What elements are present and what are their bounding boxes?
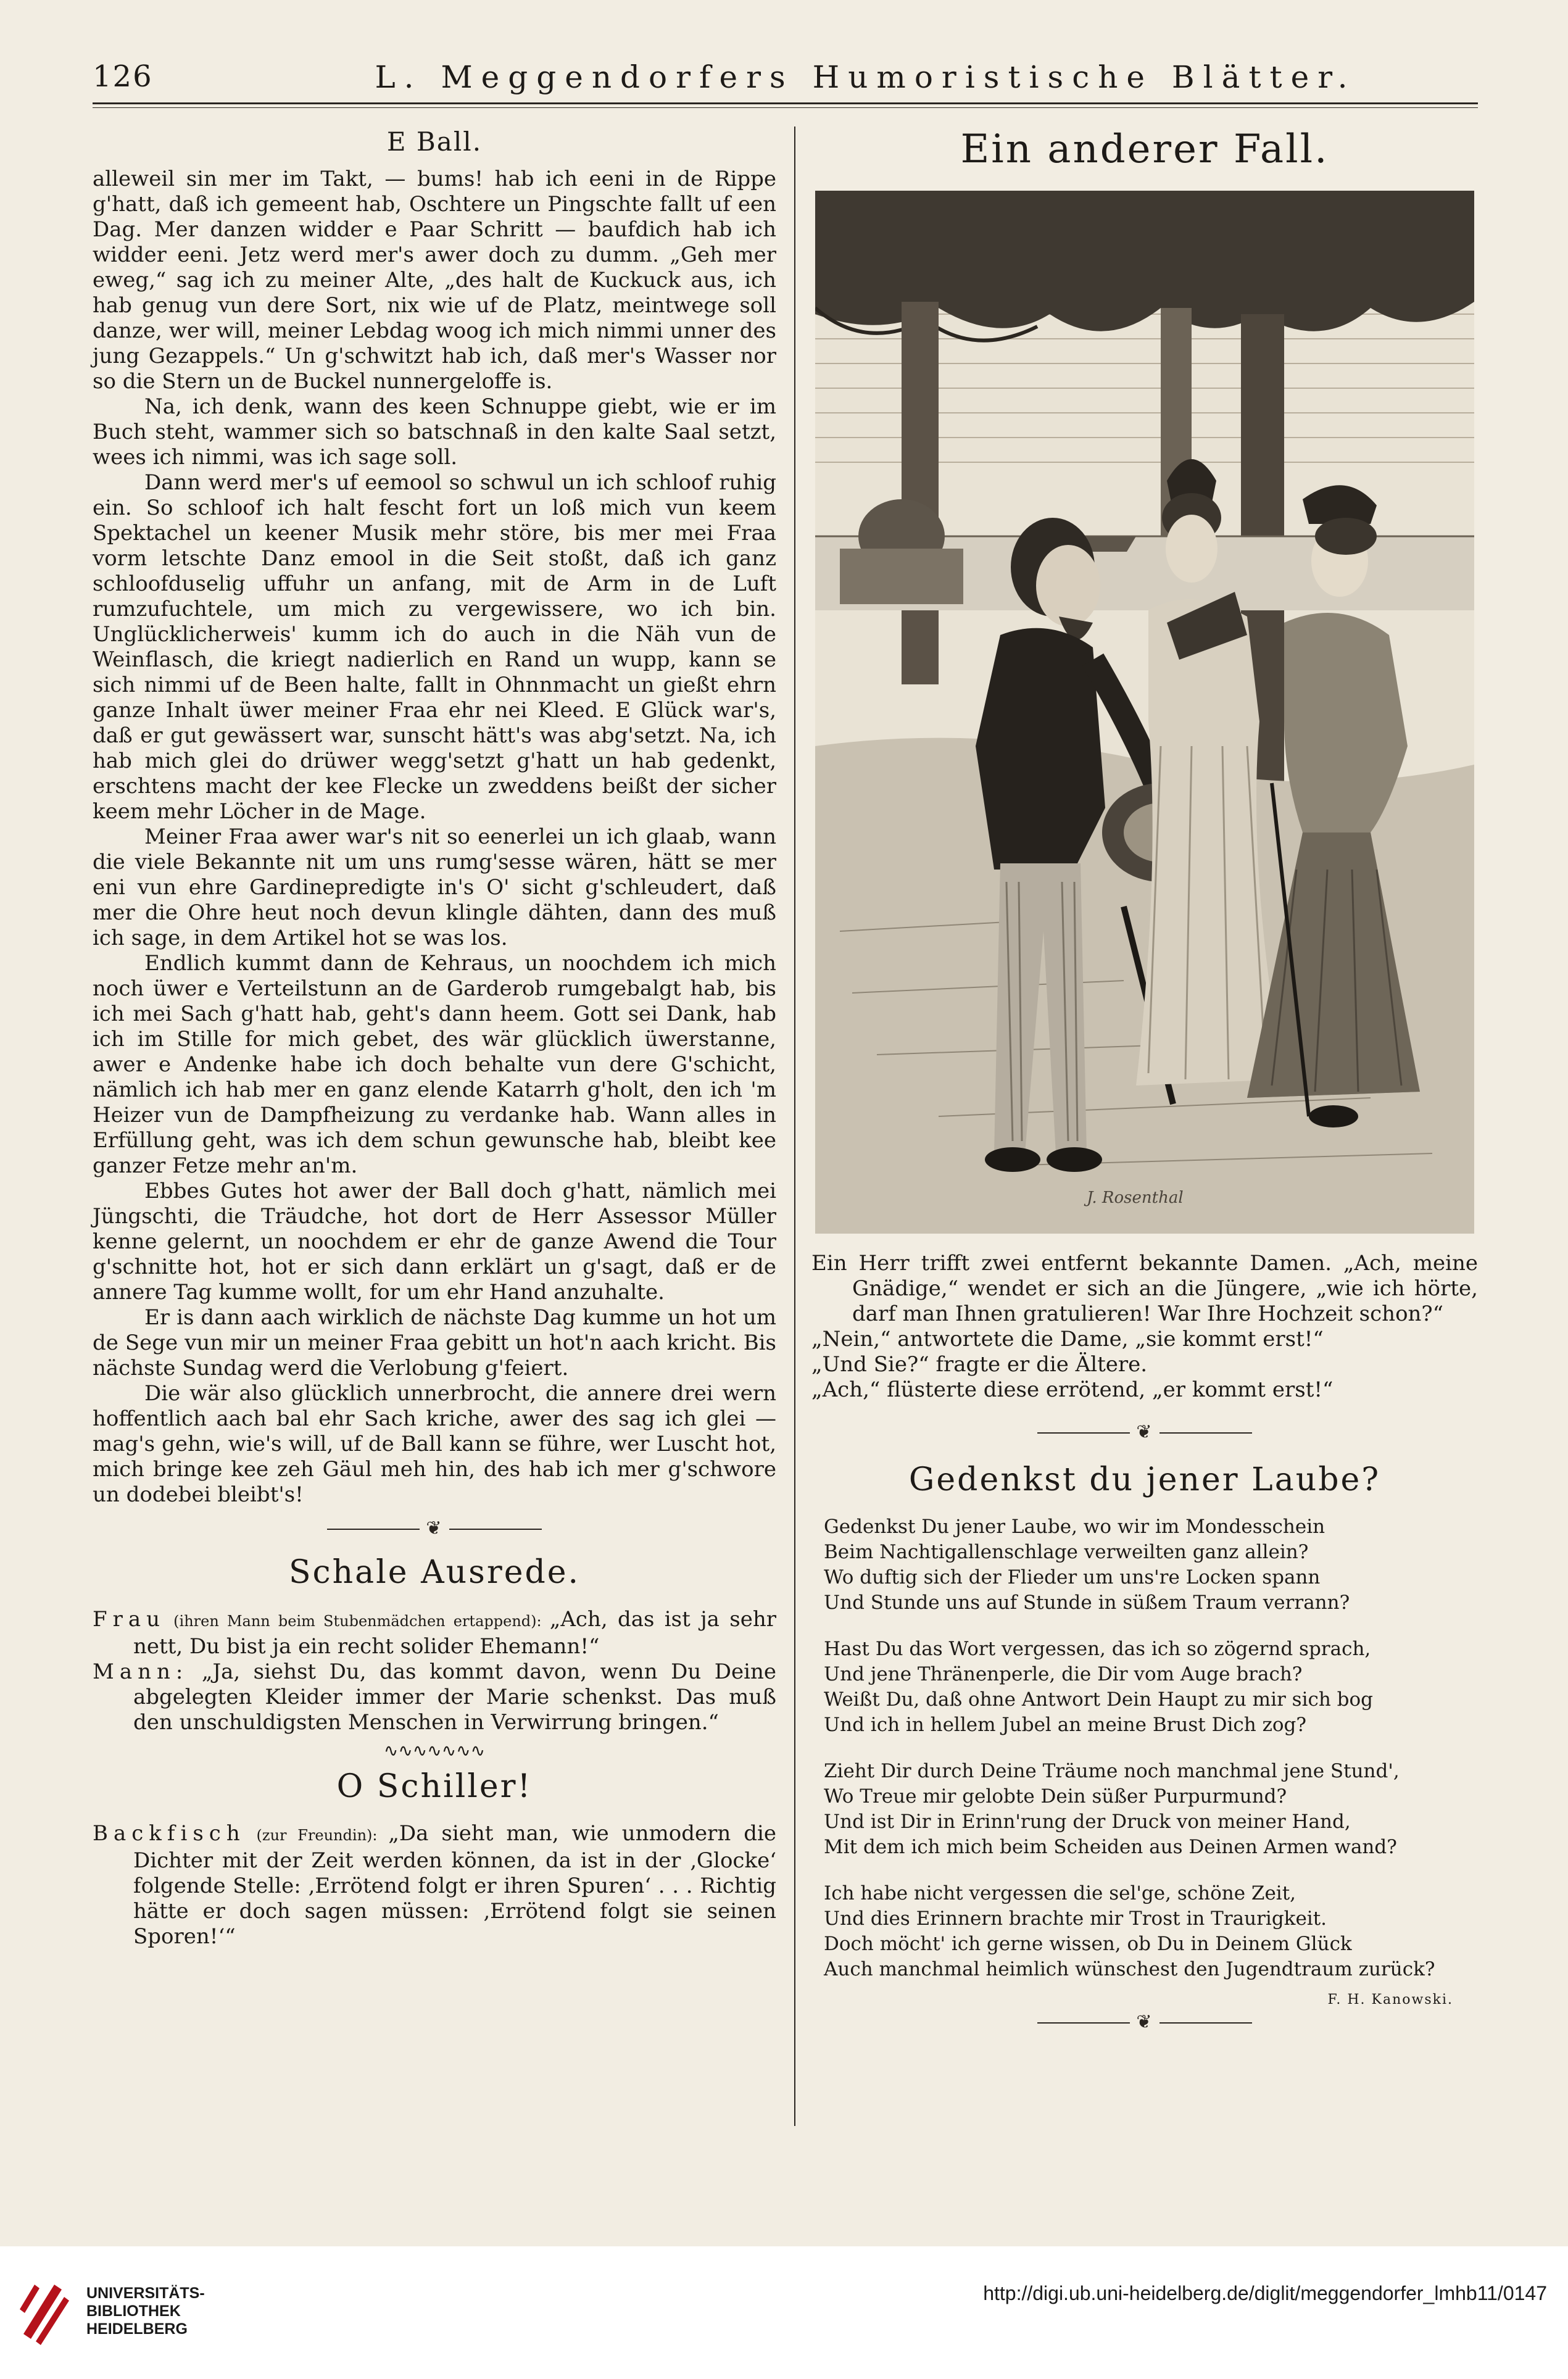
spoken-text: „Da sieht man, wie unmodern die Dichter mit der Zeit werden können, da ist in der ‚Glocke‘ folgende Stelle: ‚Errötend folgt er ihren Spuren‘ . . . Richtig hätte er doch sagen müssen: ‚Errötend folgt sie seinen Sporen!‘“ [133, 1821, 776, 1949]
poem-line: Hast Du das Wort vergessen, das ich so zögernd sprach, [824, 1638, 1371, 1660]
section-title-anderer-fall: Ein anderer Fall. [960, 127, 1329, 172]
running-title: L. Meggendorfers Humoristische Blätter. [375, 59, 1356, 95]
paragraph: alleweil sin mer im Takt, — bums! hab ich eeni in de Rippe g'hatt, daß ich gemeent hab, Oschtere un Pingschte fallt uf een Dag. Mer danzen widder e Paar Schritt — baufdich hab ich widder eeni. Jetz werd mer's awer doch zu dumm. „Geh mer eweg,“ sag ich zu meiner Alte, „des halt de Kuckuck aus, ich hab genug vun dere Sort, nix wie uf de Platz, meintwege soll danze, wer will, meiner Lebdag woog ich mich nimmi unner des jung Gezappels.“ Un g'schwitzt hab ich, daß mer's Wasser nor so die Stern un de Buckel nunnergeloffe is. [93, 167, 776, 394]
dialogue-line [93, 1821, 776, 1949]
poem-line: Wo duftig sich der Flieder um uns're Locken spann [824, 1566, 1321, 1588]
university-logo-icon[interactable] [17, 2272, 70, 2346]
paragraph: Na, ich denk, wann des keen Schnuppe giebt, wie er im Buch steht, wammer sich so batschnaß in den kalte Saal setzt, wees ich nimmi, was ich sage soll. [93, 394, 776, 470]
poem-line: Und jene Thränenperle, die Dir vom Auge brach? [824, 1663, 1303, 1685]
poem-line: Mit dem ich mich beim Scheiden aus Deinen Armen wand? [824, 1836, 1397, 1858]
dialogue-line: Ein Herr trifft zwei entfernt bekannte Damen. „Ach, meine Gnädige,“ wendet er sich an die Jüngere, „wie ich hörte, darf man Ihnen gratulieren! War Ihre Hochzeit schon?“ [811, 1251, 1478, 1326]
library-line-3: HEIDELBERG [86, 2320, 188, 2338]
poem-stanza [811, 1881, 1478, 1982]
poem-line: Gedenkst Du jener Laube, wo wir im Mondesschein [824, 1516, 1325, 1538]
section-title-ausrede: Schale Ausrede. [288, 1554, 581, 1591]
ausrede-dialogue [93, 1607, 776, 1735]
poem-line: Auch manchmal heimlich wünschest den Jugendtraum zurück? [824, 1958, 1435, 1980]
illustration-gentleman-and-two-ladies [815, 191, 1474, 1234]
poem-stanza [811, 1637, 1478, 1738]
library-line-2: BIBLIOTHEK [86, 2302, 181, 2320]
ornament-divider-end: ❦ [811, 2011, 1478, 2033]
right-column [811, 127, 1478, 2043]
ball-story [93, 167, 776, 1508]
paragraph: Endlich kummt dann de Kehraus, un noochdem ich mich noch üwer e Verteilstunn an de Garderob rumgebalgt hab, bis ich mei Sach g'hatt hab, geht's dann heem. Gott sei Dank, hab ich im Stille for mich gebet, des wär glücklich üwerstanne, awer e Andenke habe ich doch behalte vun dere G'schicht, nämlich ich hab mer en ganz elende Katarrh g'holt, den ich 'm Heizer vun de Dampfheizung zu verdanke hab. Wann alles in Erfüllung geht, was ich dem schun gewunsche hab, bleibt kee ganzer Fetze mehr an'm. [93, 951, 776, 1178]
source-url-link[interactable]: http://digi.ub.uni-heidelberg.de/diglit/meggendorfer_lmhb11/0147 [983, 2282, 1547, 2304]
paragraph: Ebbes Gutes hot awer der Ball doch g'hatt, nämlich mei Jüngschti, die Träudche, hot dort de Herr Assessor Müller kenne gelernt, un noochdem er ehr de ganze Awend die Tour g'schnitte hot, hot er sich dann erklärt un g'sagt, daß er de annere Tag kumme wollt, for um ehr Hand anzuhalte. [93, 1179, 776, 1305]
spoken-text: „Ach, das ist ja sehr nett, Du bist ja ein recht solider Ehemann!“ [133, 1607, 776, 1659]
wavy-divider: ∿∿∿∿∿∿∿ [383, 1740, 486, 1761]
anderer-fall-dialogue [811, 1251, 1478, 1403]
stage-note: (zur Freundin): [245, 1827, 389, 1844]
poem-line: Weißt Du, daß ohne Antwort Dein Haupt zu mir sich bog [824, 1688, 1374, 1711]
poem-line: Ich habe nicht vergessen die sel'ge, schöne Zeit, [824, 1882, 1296, 1904]
footer-bar [0, 2246, 1568, 2379]
poem-line: Wo Treue mir gelobte Dein süßer Purpurmund? [824, 1785, 1287, 1808]
poem-line: Und ist Dir in Erinn'rung der Druck von meiner Hand, [824, 1811, 1351, 1833]
header-rule-top [93, 102, 1478, 104]
poem [811, 1514, 1478, 1982]
poem-stanza [811, 1759, 1478, 1860]
ornament-divider-right: ❦ [811, 1421, 1478, 1443]
poem-line: Und dies Erinnern brachte mir Trost in Traurigkeit. [824, 1908, 1327, 1930]
speaker: Mann: [93, 1659, 189, 1684]
column-divider [794, 127, 795, 2126]
schiller-dialogue [93, 1821, 776, 1949]
running-header [93, 54, 1478, 98]
illustration-signature: J. Rosenthal [1087, 1189, 1184, 1207]
paragraph: Meiner Fraa awer war's nit so eenerlei un ich glaab, wann die viele Bekannte nit um uns rumg'sesse wären, hätt se mer eni vun ehre Gardinepredigte in's O' sicht g'schleudert, daß mer die Ohre heut noch devun klingle dähten, dann des muß ich sage, in dem Artikel hot se was los. [93, 824, 776, 950]
stage-note: (ihren Mann beim Stubenmädchen ertappend): [165, 1613, 550, 1630]
poem-title: Gedenkst du jener Laube? [908, 1461, 1381, 1498]
poem-signature: F. H. Kanowski. [1327, 1992, 1453, 2007]
paragraph: Dann werd mer's uf eemool so schwul un ich schloof ruhig ein. So schloof ich halt fescht fort un loß mich vun keem Spektachel un keener Musik mehr störe, bis mer mei Fraa vorm letschte Danz emool in die Seit stoßt, daß ich ganz schloofduselig uffuhr un anfang, mit de Arm in de Luft rumzufuchtele, um mich zu vergewissere, wo ich bin. Unglücklicherweis' kumm ich do auch in die Näh vun de Weinflasch, die kriegt nadierlich en Rand un wupp, kann se sich nimmi uf de Been halte, fallt in Ohnnmacht un gießt ehrn ganze Inhalt üwer meiner Fraa ehr nei Kleed. E Glück war's, daß er gut gewässert war, sunscht hätt's was abg'setzt. Na, ich hab mich glei do drüwer wegg'setzt g'hatt un hab gedenkt, erschtens macht der kee Flecke un zweddens beißt der sicher keem mehr Löcher in de Mage. [93, 470, 776, 824]
header-rule-bottom [93, 107, 1478, 108]
paragraph: Die wär also glücklich unnerbrocht, die annere drei wern hoffentlich aach bal ehr Sach kriche, awer des sag ich glei — mag's gehn, wie's will, uf de Ball kann se führe, wer Luscht hot, mich bringe kee zeh Gäul meh hin, des hab ich mer g'schwore un dodebei bleibt's! [93, 1381, 776, 1507]
poem-stanza [811, 1514, 1478, 1616]
library-name[interactable] [86, 2285, 205, 2338]
poem-line: Beim Nachtigallenschlage verweilten ganz allein? [824, 1541, 1309, 1563]
poem-line: Und ich in hellem Jubel an meine Brust Dich zog? [824, 1714, 1307, 1736]
page-number: 126 [93, 59, 153, 94]
left-column [93, 127, 776, 1949]
poem-line: Zieht Dir durch Deine Träume noch manchmal jene Stund', [824, 1760, 1400, 1782]
section-title-ball: E Ball. [386, 127, 483, 157]
dialogue-line: „Und Sie?“ fragte er die Ältere. [811, 1352, 1148, 1377]
dialogue-line [93, 1607, 776, 1659]
paragraph: Er is dann aach wirklich de nächste Dag kumme un hot um de Sege vun mir un meiner Fraa gebitt un hot'n aach kricht. Bis nächste Sundag werd die Verlobung g'feiert. [93, 1305, 776, 1380]
poem-line: Doch möcht' ich gerne wissen, ob Du in Deinem Glück [824, 1933, 1352, 1955]
dialogue-line: „Nein,“ antwortete die Dame, „sie kommt erst!“ [811, 1327, 1324, 1351]
poem-line: Und Stunde uns auf Stunde in süßem Traum verrann? [824, 1592, 1350, 1614]
dialogue-line: „Ach,“ flüsterte diese errötend, „er kommt erst!“ [811, 1377, 1334, 1402]
library-line-1: UNIVERSITÄTS- [86, 2285, 205, 2302]
spoken-text: „Ja, siehst Du, das kommt davon, wenn Du Deine abgelegten Kleider immer der Marie schenkst. Das muß den unschuldigsten Menschen in Verwirrung bringen.“ [133, 1659, 776, 1735]
ornament-divider: ❦ [93, 1517, 776, 1539]
speaker: Frau [93, 1607, 166, 1632]
speaker: Backfisch [93, 1821, 246, 1846]
section-title-schiller: O Schiller! [336, 1768, 533, 1805]
dialogue-line [93, 1659, 776, 1735]
